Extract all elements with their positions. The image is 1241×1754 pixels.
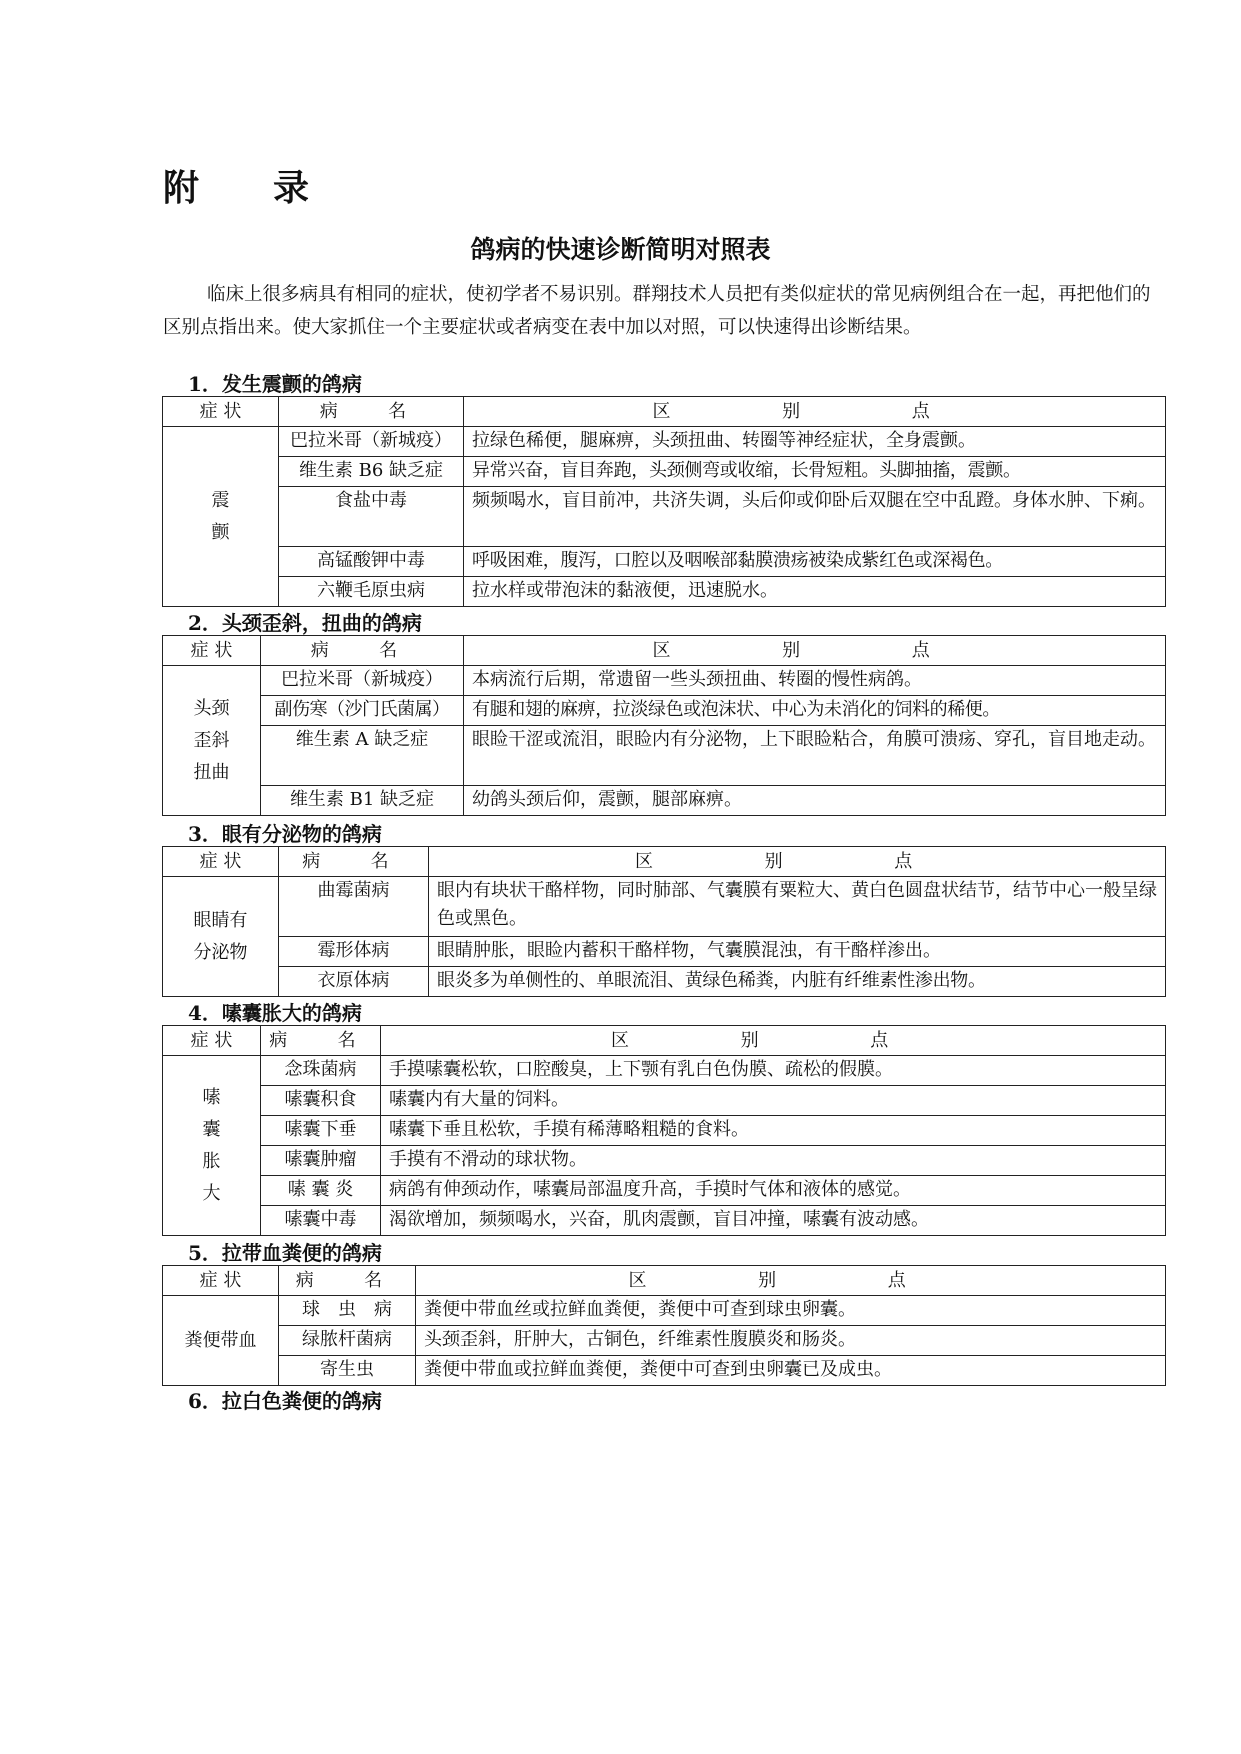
- section-5-title: 5．拉带血粪便的鸽病: [188, 1241, 382, 1265]
- disease-diff: 幼鸽头颈后仰，震颤，腿部麻痹。: [464, 786, 1166, 816]
- intro-paragraph: 临床上很多病具有相同的症状，使初学者不易识别。群翔技术人员把有类似症状的常见病例组合在一起，再把他们的区别点指出来。使大家抓住一个主要症状或者病变在表中加以对照，可以快速得出诊断结果。: [163, 284, 1151, 338]
- disease-diff: 渴欲增加，频频喝水，兴奋，肌肉震颤，盲目冲撞，嗉囊有波动感。: [381, 1206, 1166, 1236]
- header-symptom: 症 状: [163, 636, 261, 666]
- disease-name: 维生素 B6 缺乏症: [279, 457, 464, 487]
- header-disease: 病 名: [279, 847, 429, 877]
- header-diff: 区 别 点: [464, 397, 1166, 427]
- disease-name: 寄生虫: [279, 1356, 416, 1386]
- section-2-title: 2．头颈歪斜，扭曲的鸽病: [188, 611, 422, 635]
- disease-name: 球 虫 病: [279, 1296, 416, 1326]
- page-title: 鸽病的快速诊断简明对照表: [470, 235, 771, 264]
- disease-diff: 频频喝水，盲目前冲，共济失调，头后仰或仰卧后双腿在空中乱蹬。身体水肿、下痢。: [464, 487, 1166, 547]
- section-4-title: 4．嗉囊胀大的鸽病: [188, 1001, 362, 1025]
- table-row: [163, 457, 1166, 487]
- disease-diff: 嗉囊下垂且松软，手摸有稀薄略粗糙的食料。: [381, 1116, 1166, 1146]
- table-row: [163, 696, 1166, 726]
- table-row: [163, 937, 1166, 967]
- table-row: [163, 1296, 1166, 1326]
- symptom-cell: 粪便带血: [163, 1296, 279, 1386]
- disease-name: 高锰酸钾中毒: [279, 547, 464, 577]
- section-1-table: [162, 396, 1166, 607]
- header-disease: 病 名: [279, 1266, 416, 1296]
- disease-diff: 头颈歪斜，肝肿大，古铜色，纤维素性腹膜炎和肠炎。: [416, 1326, 1166, 1356]
- table-row: [163, 1116, 1166, 1146]
- header-symptom: 症 状: [163, 1026, 261, 1056]
- header-symptom: 症 状: [163, 847, 279, 877]
- header-symptom: 症 状: [163, 397, 279, 427]
- disease-name: 嗉囊肿瘤: [261, 1146, 381, 1176]
- disease-name: 嗉 囊 炎: [261, 1176, 381, 1206]
- section-4-table: [162, 1025, 1166, 1236]
- disease-diff: 本病流行后期，常遗留一些头颈扭曲、转圈的慢性病鸽。: [464, 666, 1166, 696]
- table-header-row: [163, 847, 1166, 877]
- disease-name: 曲霉菌病: [279, 877, 429, 937]
- section-3-table: [162, 846, 1166, 997]
- disease-name: 维生素 B1 缺乏症: [261, 786, 464, 816]
- header-disease: 病 名: [279, 397, 464, 427]
- table-row: [163, 547, 1166, 577]
- table-header-row: [163, 636, 1166, 666]
- header-diff: 区 别 点: [416, 1266, 1166, 1296]
- table-row: [163, 1056, 1166, 1086]
- header-disease: 病 名: [261, 636, 464, 666]
- header-diff: 区 别 点: [464, 636, 1166, 666]
- header-disease: 病 名: [261, 1026, 381, 1056]
- disease-name: 嗉囊中毒: [261, 1206, 381, 1236]
- disease-name: 绿脓杆菌病: [279, 1326, 416, 1356]
- disease-diff: 眼睑干涩或流泪，眼睑内有分泌物，上下眼睑粘合，角膜可溃疡、穿孔，盲目地走动。: [464, 726, 1166, 786]
- table-row: [163, 666, 1166, 696]
- disease-diff: 呼吸困难，腹泻，口腔以及咽喉部黏膜溃疡被染成紫红色或深褐色。: [464, 547, 1166, 577]
- disease-name: 念珠菌病: [261, 1056, 381, 1086]
- table-header-row: [163, 397, 1166, 427]
- disease-name: 嗉囊下垂: [261, 1116, 381, 1146]
- section-5-table: [162, 1265, 1166, 1386]
- disease-name: 霉形体病: [279, 937, 429, 967]
- table-row: [163, 1176, 1166, 1206]
- disease-diff: 粪便中带血丝或拉鲜血粪便，粪便中可查到球虫卵囊。: [416, 1296, 1166, 1326]
- table-row: [163, 1086, 1166, 1116]
- symptom-cell: 震 颤: [163, 427, 279, 607]
- header-diff: 区 别 点: [429, 847, 1166, 877]
- disease-name: 衣原体病: [279, 967, 429, 997]
- disease-diff: 眼内有块状干酪样物，同时肺部、气囊膜有粟粒大、黄白色圆盘状结节，结节中心一般呈绿色或黑色。: [429, 877, 1166, 937]
- table-row: [163, 786, 1166, 816]
- disease-name: 嗉囊积食: [261, 1086, 381, 1116]
- disease-name: 巴拉米哥（新城疫）: [261, 666, 464, 696]
- disease-name: 六鞭毛原虫病: [279, 577, 464, 607]
- section-6-title: 6．拉白色粪便的鸽病: [188, 1389, 382, 1413]
- disease-diff: 拉水样或带泡沫的黏液便，迅速脱水。: [464, 577, 1166, 607]
- table-header-row: [163, 1026, 1166, 1056]
- table-row: [163, 1356, 1166, 1386]
- header-symptom: 症 状: [163, 1266, 279, 1296]
- table-row: [163, 427, 1166, 457]
- disease-name: 巴拉米哥（新城疫）: [279, 427, 464, 457]
- disease-name: 食盐中毒: [279, 487, 464, 547]
- disease-diff: 病鸽有伸颈动作，嗉囊局部温度升高，手摸时气体和液体的感觉。: [381, 1176, 1166, 1206]
- disease-name: 维生素 A 缺乏症: [261, 726, 464, 786]
- disease-diff: 手摸有不滑动的球状物。: [381, 1146, 1166, 1176]
- table-row: [163, 726, 1166, 786]
- disease-diff: 异常兴奋，盲目奔跑，头颈侧弯或收缩，长骨短粗。头脚抽搐，震颤。: [464, 457, 1166, 487]
- appendix-heading: 附 录: [163, 167, 314, 209]
- section-1-title: 1．发生震颤的鸽病: [188, 372, 362, 396]
- disease-diff: 粪便中带血或拉鲜血粪便，粪便中可查到虫卵囊已及成虫。: [416, 1356, 1166, 1386]
- table-row: [163, 487, 1166, 547]
- table-row: [163, 1146, 1166, 1176]
- disease-diff: 手摸嗉囊松软，口腔酸臭，上下颚有乳白色伪膜、疏松的假膜。: [381, 1056, 1166, 1086]
- table-row: [163, 577, 1166, 607]
- symptom-cell: 眼睛有 分泌物: [163, 877, 279, 997]
- disease-diff: 拉绿色稀便，腿麻痹，头颈扭曲、转圈等神经症状，全身震颤。: [464, 427, 1166, 457]
- disease-diff: 有腿和翅的麻痹，拉淡绿色或泡沫状、中心为未消化的饲料的稀便。: [464, 696, 1166, 726]
- symptom-cell: 头颈 歪斜 扭曲: [163, 666, 261, 816]
- table-row: [163, 1206, 1166, 1236]
- disease-diff: 眼炎多为单侧性的、单眼流泪、黄绿色稀粪，内脏有纤维素性渗出物。: [429, 967, 1166, 997]
- header-diff: 区 别 点: [381, 1026, 1166, 1056]
- table-header-row: [163, 1266, 1166, 1296]
- table-row: [163, 967, 1166, 997]
- disease-diff: 眼睛肿胀，眼睑内蓄积干酪样物，气囊膜混浊，有干酪样渗出。: [429, 937, 1166, 967]
- table-row: [163, 877, 1166, 937]
- symptom-cell: 嗉 囊 胀 大: [163, 1056, 261, 1236]
- disease-diff: 嗉囊内有大量的饲料。: [381, 1086, 1166, 1116]
- section-2-table: [162, 635, 1166, 816]
- disease-name: 副伤寒（沙门氏菌属）: [261, 696, 464, 726]
- section-3-title: 3．眼有分泌物的鸽病: [188, 822, 382, 846]
- table-row: [163, 1326, 1166, 1356]
